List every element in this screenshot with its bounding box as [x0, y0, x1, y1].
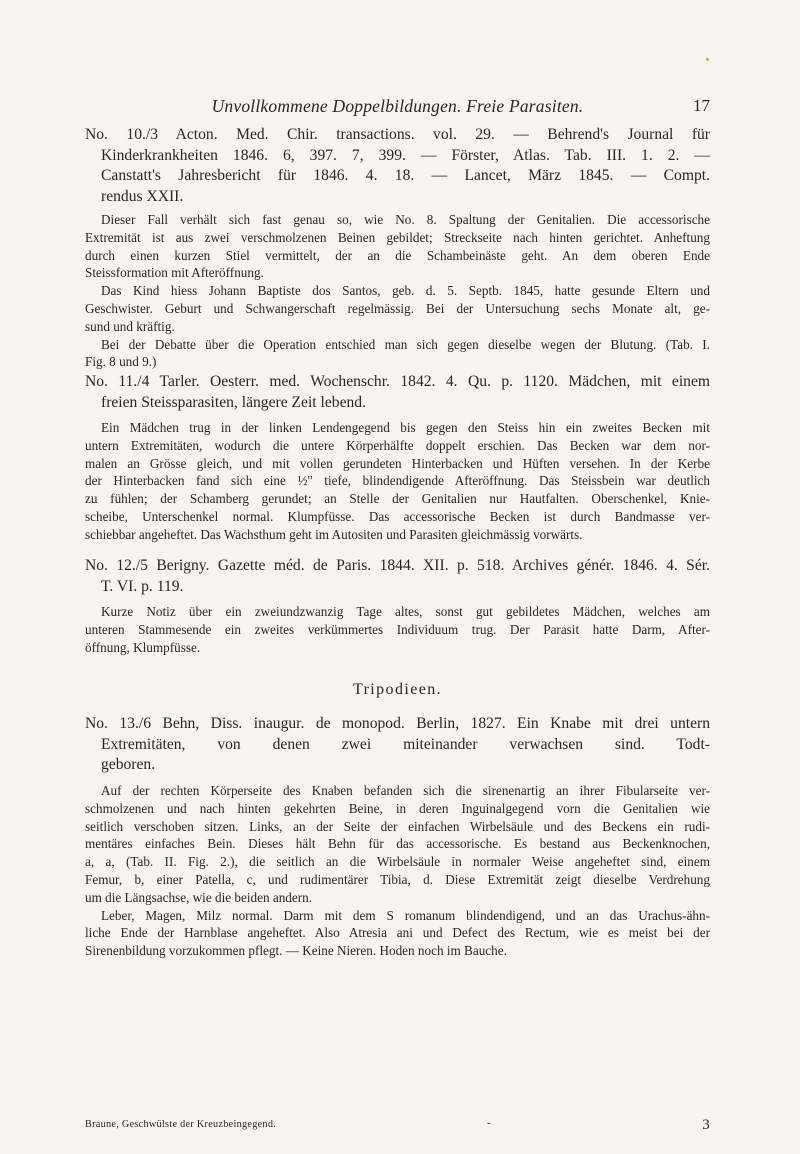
- reference-line: T. VI. p. 119.: [101, 577, 184, 595]
- text-line: malen an Grösse gleich, und mit vollen gerundeten Hinterbacken und Hüften versehen. In der Kerbe: [85, 455, 710, 471]
- text-line: Extremität ist aus zwei verschmolzenen Beinen gebildet; Streckseite nach hinten gerichtet. Anheftung: [85, 229, 710, 245]
- signature-mark: 3: [702, 1117, 710, 1133]
- entry-12-body: [85, 603, 710, 656]
- text-line: Femur, b, einer Patella, c, und rudimentärer Tibia, d. Diese Extremität zeigt dieselbe Verdrehung: [85, 871, 710, 887]
- text-line: Dieser Fall verhält sich fast genau so, wie No. 8. Spaltung der Genitalien. Die accessorische: [101, 212, 710, 227]
- text-line: liche Ende der Harnblase angeheftet. Also Atresia ani und Defect des Rectum, wie es meist bei der: [85, 925, 710, 941]
- text-line: zu fühlen; der Schamberg gerundet; an Stelle der Genitalien nur Hautfalten. Oberschenkel, Knie-: [85, 491, 710, 507]
- text-line: Geschwister. Geburt und Schwangerschaft regelmässig. Bei der Untersuchung sechs Monate alt, ge-: [85, 300, 710, 316]
- text-line: schiebbar angeheftet. Das Wachsthum geht im Autositen und Parasiten gleichmässig vorwärts.: [85, 526, 583, 542]
- entry-11-reference: [85, 372, 710, 413]
- paper-speck: [706, 58, 709, 61]
- text-line: Steissformation mit Afteröffnung.: [85, 265, 264, 281]
- text-line: Das Kind hiess Johann Baptiste dos Santos, geb. d. 5. Septb. 1845, hatte gesunde Eltern und: [101, 283, 710, 299]
- footer-dash: -: [487, 1117, 491, 1129]
- entry-13-body: [85, 782, 710, 960]
- text-line: seitlich verschoben sitzen. Links, an der Seite der einfachen Wirbelsäule und des Beckens ein rudi-: [85, 818, 710, 834]
- entry-11-body: [85, 419, 710, 544]
- text-line: schmolzenen und nach hinten gekehrten Beine, in deren Inguinalgegend vorn die Genitalien wie: [85, 800, 710, 816]
- reference-line: Extremitäten, von denen zwei miteinander verwachsen sind. Todt-: [101, 735, 710, 753]
- reference-line: freien Steissparasiten, längere Zeit lebend.: [101, 393, 366, 411]
- reference-line: No. 11./4 Tarler. Oesterr. med. Wochenschr. 1842. 4. Qu. p. 1120. Mädchen, mit einem: [85, 373, 710, 390]
- text-line: der Hinterbacken fand sich eine ½" tiefe, blindendigende Afteröffnung. Das Steissbein war deutlich: [85, 473, 710, 489]
- reference-line: No. 13./6 Behn, Diss. inaugur. de monopod. Berlin, 1827. Ein Knabe mit drei untern: [85, 715, 710, 732]
- reference-line: Kinderkrankheiten 1846. 6, 397. 7, 399. — Förster, Atlas. Tab. III. 1. 2. —: [101, 146, 710, 164]
- entry-12-reference: [85, 556, 710, 597]
- text-line: um die Längsachse, wie die beiden andern.: [85, 889, 313, 905]
- text-line: mentäres einfaches Bein. Dieses hält Behn für das accessorische. Es bestand aus Beckenknochen,: [85, 836, 710, 852]
- reference-line: No. 10./3 Acton. Med. Chir. transactions. vol. 29. — Behrend's Journal für: [85, 126, 710, 143]
- reference-line: geboren.: [101, 756, 156, 773]
- text-line: scheibe, Unterschenkel normal. Klumpfüsse. Das accessorische Becken ist durch Bandmasse ver-: [85, 508, 710, 524]
- reference-line: rendus XXII.: [101, 187, 184, 205]
- text-line: Ein Mädchen trug in der linken Lendengegend bis gegen den Steiss hin ein zweites Becken mit: [101, 420, 710, 435]
- text-line: öffnung, Klumpfüsse.: [85, 639, 201, 655]
- reference-line: Canstatt's Jahresbericht für 1846. 4. 18. — Lancet, März 1845. — Compt.: [101, 167, 710, 184]
- text-line: Sirenenbildung vorzukommen pflegt. — Keine Nieren. Hoden noch im Bauche.: [85, 943, 507, 959]
- running-title: Unvollkommene Doppelbildungen. Freie Parasiten.: [211, 96, 584, 116]
- page-header: [85, 96, 710, 120]
- text-line: Fig. 8 und 9.): [85, 354, 157, 370]
- text-line: Auf der rechten Körperseite des Knaben befanden sich die sirenenartig an ihrer Fibularseite ver-: [101, 783, 710, 798]
- entry-13-reference: [85, 714, 710, 776]
- text-line: unteren Stammesende ein zweites verkümmertes Individuum trug. Der Parasit hatte Darm, After-: [85, 621, 710, 637]
- page-number: 17: [693, 96, 710, 115]
- page-footer: [85, 1119, 710, 1135]
- text-line: untern Extremitäten, wodurch die untere Körperhälfte doppelt erschien. Das Becken war dem nor-: [85, 437, 710, 453]
- text-line: sund und kräftig.: [85, 318, 175, 334]
- text-line: Bei der Debatte über die Operation entschied man sich gegen dieselbe wegen der Blutung. (Tab. I.: [101, 336, 710, 352]
- entry-10-body: [85, 211, 710, 371]
- entry-10-reference: [85, 125, 710, 207]
- section-heading: Tripodieen.: [352, 681, 443, 698]
- text-line: Leber, Magen, Milz normal. Darm mit dem S romanum blindendigend, und an das Urachus-ähn-: [101, 907, 710, 923]
- text-line: a, a, (Tab. II. Fig. 2.), die seitlich an die Wirbelsäule in normaler Weise angeheftet sind, einem: [85, 854, 710, 870]
- text-line: Kurze Notiz über ein zweiundzwanzig Tage altes, sonst gut gebildetes Mädchen, welches am: [101, 604, 710, 619]
- text-line: durch einen kurzen Stiel vermittelt, der an die Schambeinäste geht. An dem oberen Ende: [85, 247, 710, 263]
- reference-line: No. 12./5 Berigny. Gazette méd. de Paris. 1844. XII. p. 518. Archives génér. 1846. 4. Sér.: [85, 557, 710, 574]
- footer-running-text: Braune, Geschwülste der Kreuzbeingegend.: [85, 1119, 277, 1130]
